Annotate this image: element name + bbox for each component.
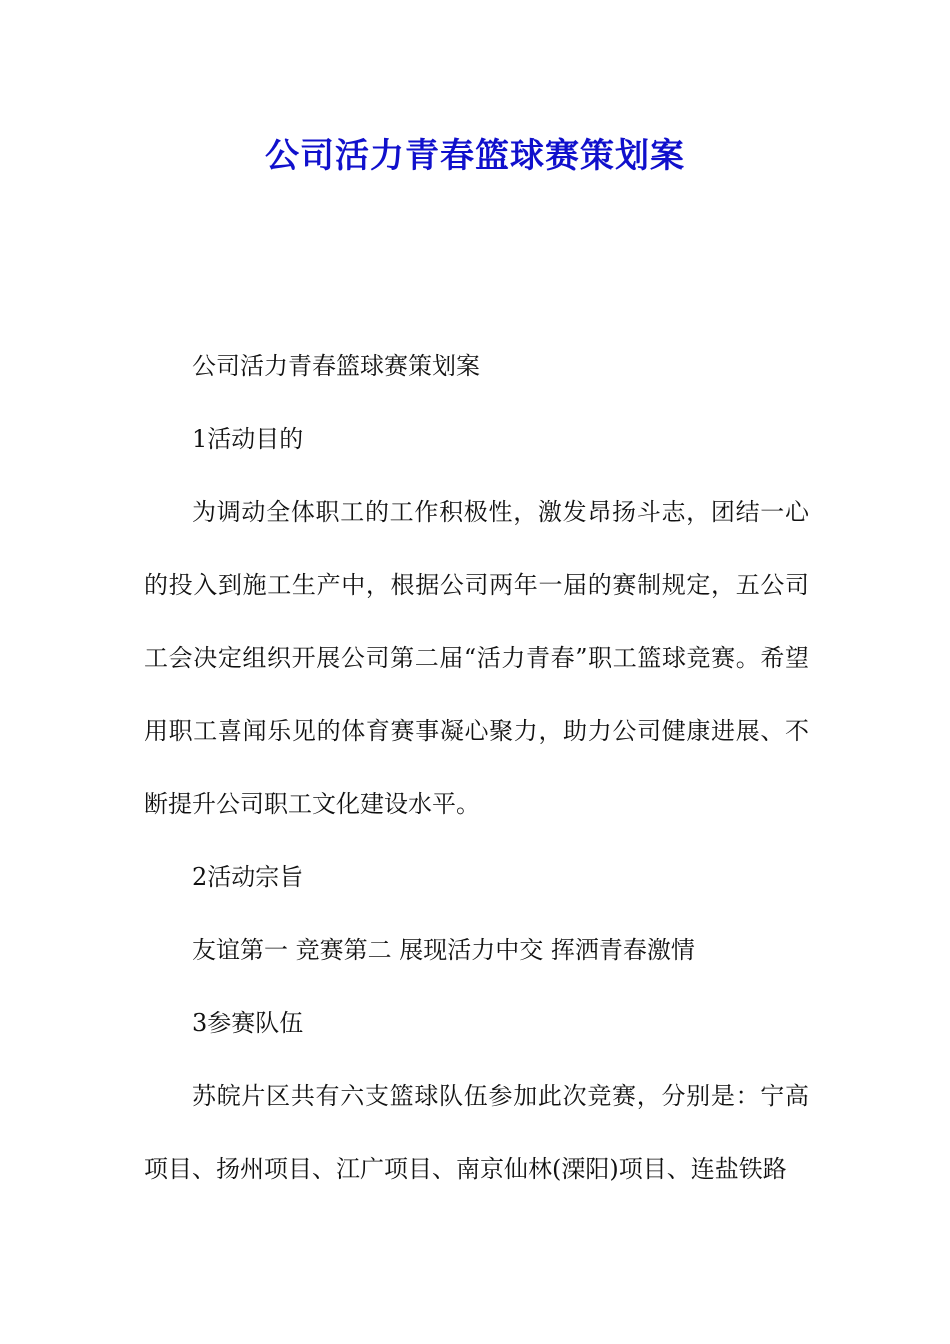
purpose-paragraph: 为调动全体职工的工作积极性，激发昂扬斗志，团结一心的投入到施工生产中，根据公司两年一届的赛制规定，五公司工会决定组织开展公司第二届“活力青春”职工篮球竞赛。希望用职工喜闻乐见的体育赛事凝心聚力，助力公司健康进展、不断提升公司职工文化建设水平。 — [144, 498, 809, 818]
section-heading-teams: 3参赛队伍 — [192, 1009, 304, 1037]
section-heading-purpose: 1活动目的 — [192, 425, 304, 453]
teams-paragraph: 苏皖片区共有六支篮球队伍参加此次竞赛，分别是：宁高项目、扬州项目、江广项目、南京仙林(溧阳)项目、连盐铁路 — [144, 1082, 809, 1183]
document-body — [144, 330, 809, 1206]
tenet-paragraph: 友谊第一 竞赛第二 展现活力中交 挥洒青春激情 — [192, 936, 695, 964]
section-heading-tenet: 2活动宗旨 — [192, 863, 304, 891]
subtitle-paragraph: 公司活力青春篮球赛策划案 — [192, 352, 480, 380]
document-title: 公司活力青春篮球赛策划案 — [265, 136, 685, 176]
